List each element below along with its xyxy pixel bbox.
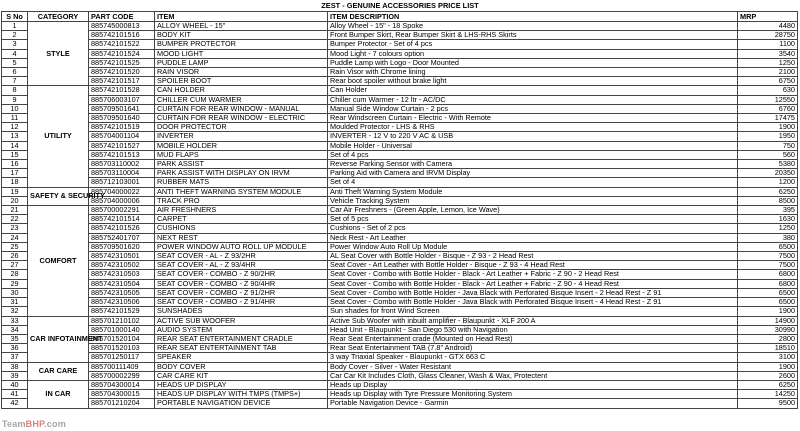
sno-cell: 15 [2,150,28,159]
item-description-cell: Head Unit - Blaupunkt - San Diego 530 with Navigation [328,325,738,334]
mrp-cell: 30990 [738,325,798,334]
part-code-cell: 885742101514 [89,215,155,224]
item-description-cell: Manual Side Window Curtain - 2 pcs [328,104,738,113]
sno-cell: 21 [2,206,28,215]
part-code-cell: 885742101527 [89,141,155,150]
mrp-cell: 12550 [738,95,798,104]
mrp-cell: 6760 [738,104,798,113]
item-cell: REAR SEAT ENTERTAINMENT CRADLE [155,334,328,343]
item-description-cell: Heads up Display [328,380,738,389]
part-code-cell: 885709501620 [89,242,155,251]
part-code-cell: 885742310504 [89,279,155,288]
part-code-cell: 885745000813 [89,22,155,31]
part-code-cell: 885742310502 [89,261,155,270]
sno-cell: 41 [2,390,28,399]
part-code-cell: 885742310506 [89,298,155,307]
item-description-cell: Cushions - Set of 2 pcs [328,224,738,233]
item-description-cell: Chiller cum Warmer - 12 ltr - AC/DC [328,95,738,104]
item-cell: CAR CARE KIT [155,371,328,380]
sno-cell: 29 [2,279,28,288]
item-description-cell: Can Holder [328,86,738,95]
mrp-cell: 3540 [738,49,798,58]
part-code-cell: 885704001104 [89,132,155,141]
sno-cell: 16 [2,160,28,169]
item-cell: CAN HOLDER [155,86,328,95]
mrp-cell: 1250 [738,58,798,67]
item-cell: INVERTER [155,132,328,141]
sno-cell: 11 [2,114,28,123]
table-row [2,399,798,408]
mrp-cell: 6250 [738,187,798,196]
sno-cell: 6 [2,68,28,77]
part-code-cell: 885704000006 [89,196,155,205]
item-cell: MOOD LIGHT [155,49,328,58]
part-code-cell: 885700111409 [89,362,155,371]
item-description-cell: Set of 4 pcs [328,150,738,159]
sno-cell: 33 [2,316,28,325]
part-code-cell: 885701210102 [89,316,155,325]
part-code-cell: 885704000022 [89,187,155,196]
item-cell: REAR SEAT ENTERTAINMENT TAB [155,344,328,353]
item-cell: SEAT COVER - COMBO - Z 91/2HR [155,288,328,297]
part-code-cell: 885742310505 [89,288,155,297]
category-cell: UTILITY [28,86,89,187]
mrp-cell: 6500 [738,242,798,251]
mrp-cell: 17475 [738,114,798,123]
part-code-cell: 885742310503 [89,270,155,279]
mrp-cell: 380 [738,233,798,242]
mrp-cell: 1100 [738,40,798,49]
mrp-cell: 2100 [738,68,798,77]
mrp-cell: 1900 [738,123,798,132]
sno-cell: 32 [2,307,28,316]
part-code-cell: 885742101526 [89,224,155,233]
item-description-cell: Mobile Holder - Universal [328,141,738,150]
part-code-cell: 885703110002 [89,160,155,169]
table-row [2,362,798,371]
mrp-cell: 6500 [738,298,798,307]
sno-cell: 13 [2,132,28,141]
sno-cell: 31 [2,298,28,307]
mrp-cell: 1630 [738,215,798,224]
item-cell: SEAT COVER - COMBO - Z 90/2HR [155,270,328,279]
item-cell: POWER WINDOW AUTO ROLL UP MODULE [155,242,328,251]
part-code-cell: 885742101524 [89,49,155,58]
sno-cell: 14 [2,141,28,150]
item-cell: CURTAIN FOR REAR WINDOW - ELECTRIC [155,114,328,123]
item-cell: HEADS UP DISPLAY [155,380,328,389]
mrp-cell: 9500 [738,399,798,408]
sno-cell: 7 [2,77,28,86]
part-code-cell: 885742310501 [89,252,155,261]
item-description-cell: Front Bumper Skirt, Rear Bumper Skirt & LHS-RHS Skirts [328,31,738,40]
category-cell: STYLE [28,22,89,86]
col-header-item: ITEM [155,12,328,22]
mrp-cell: 6500 [738,288,798,297]
table-row [2,316,798,325]
category-cell: CAR CARE [28,362,89,380]
mrp-cell: 2600 [738,371,798,380]
col-header-item-description: ITEM DESCRIPTION [328,12,738,22]
part-code-cell: 885752401707 [89,233,155,242]
item-description-cell: Reverse Parking Sensor with Camera [328,160,738,169]
mrp-cell: 14900 [738,316,798,325]
category-cell: COMFORT [28,206,89,316]
mrp-cell: 7500 [738,252,798,261]
item-description-cell: Seat Cover - Combo with Bottle Holder - Black - Art Leather + Fabric - Z 90 - 4 Head Rest [328,279,738,288]
table-row [2,132,798,141]
item-cell: CHILLER CUM WARMER [155,95,328,104]
category-cell: SAFETY & SECURITY [28,187,89,205]
item-description-cell: INVERTER - 12 V to 220 V AC & USB [328,132,738,141]
item-description-cell: Rear Windscreen Curtain - Electric - With Remote [328,114,738,123]
sno-cell: 10 [2,104,28,113]
mrp-cell: 395 [738,206,798,215]
item-cell: SUNSHADES [155,307,328,316]
sno-cell: 12 [2,123,28,132]
item-description-cell: Moulded Protector - LHS & RHS [328,123,738,132]
sno-cell: 28 [2,270,28,279]
item-description-cell: Anti Theft Warning System Module [328,187,738,196]
table-header-row [2,12,798,22]
sno-cell: 26 [2,252,28,261]
item-description-cell: Portable Navigation Device - Garmin [328,399,738,408]
table-row [2,40,798,49]
sno-cell: 3 [2,40,28,49]
item-description-cell: Seat Cover - Combo with Bottle Holder - Java Black with Perforated Bisque Insert - 4 Head Rest - Z 91 [328,298,738,307]
item-cell: BUMPER PROTECTOR [155,40,328,49]
mrp-cell: 1900 [738,362,798,371]
item-description-cell: Car Car Kit Includes Cloth, Glass Cleaner, Wash & Wax, Protectent [328,371,738,380]
sno-cell: 5 [2,58,28,67]
item-cell: RUBBER MATS [155,178,328,187]
item-description-cell: Parking Aid with Camera and IRVM Display [328,169,738,178]
sno-cell: 34 [2,325,28,334]
item-cell: PORTABLE NAVIGATION DEVICE [155,399,328,408]
sno-cell: 20 [2,196,28,205]
table-row [2,187,798,196]
mrp-cell: 3100 [738,353,798,362]
sno-cell: 18 [2,178,28,187]
part-code-cell: 885742101529 [89,307,155,316]
item-cell: CUSHIONS [155,224,328,233]
mrp-cell: 5380 [738,160,798,169]
sno-cell: 17 [2,169,28,178]
sno-cell: 35 [2,334,28,343]
mrp-cell: 1250 [738,224,798,233]
price-table [1,11,798,409]
item-cell: RAIN VISOR [155,68,328,77]
item-cell: AIR FRESHNERS [155,206,328,215]
part-code-cell: 885704300014 [89,380,155,389]
part-code-cell: 885701000140 [89,325,155,334]
part-code-cell: 885712103001 [89,178,155,187]
table-row [2,95,798,104]
sno-cell: 22 [2,215,28,224]
sno-cell: 37 [2,353,28,362]
sno-cell: 36 [2,344,28,353]
item-cell: SPOILER BOOT [155,77,328,86]
sno-cell: 1 [2,22,28,31]
item-cell: ALLOY WHEEL - 15" [155,22,328,31]
item-description-cell: Puddle Lamp with Logo - Door Mounted [328,58,738,67]
item-description-cell: Active Sub Woofer with inbuilt amplifier - Blaupunkt - XLF 200 A [328,316,738,325]
item-description-cell: 3 way Triaxial Speaker - Blaupunkt - GTX 663 C [328,353,738,362]
part-code-cell: 885709501640 [89,114,155,123]
part-code-cell: 885700002291 [89,206,155,215]
item-cell: PARK ASSIST [155,160,328,169]
item-description-cell: Seat Cover - Combo with Bottle Holder - Black - Art Leather + Fabric - Z 90 - 2 Head Rest [328,270,738,279]
item-cell: BODY COVER [155,362,328,371]
mrp-cell: 6800 [738,279,798,288]
col-header-mrp: MRP [738,12,798,22]
item-description-cell: Rear Seat Entertainment TAB (7.8" Android) [328,344,738,353]
sno-cell: 39 [2,371,28,380]
sno-cell: 9 [2,95,28,104]
table-row [2,279,798,288]
table-row [2,49,798,58]
price-list-title: ZEST - GENUINE ACCESSORIES PRICE LIST [321,1,479,10]
col-header-part-code: PART CODE [89,12,155,22]
item-cell: CURTAIN FOR REAR WINDOW - MANUAL [155,104,328,113]
table-row [2,178,798,187]
item-cell: SEAT COVER - AL - Z 93/4HR [155,261,328,270]
part-code-cell: 885701210204 [89,399,155,408]
sno-cell: 25 [2,242,28,251]
item-description-cell: Rain Visor with Chrome lining [328,68,738,77]
sno-cell: 27 [2,261,28,270]
item-cell: ACTIVE SUB WOOFER [155,316,328,325]
item-cell: CARPET [155,215,328,224]
sno-cell: 42 [2,399,28,408]
item-cell: SEAT COVER - COMBO - Z 91/4HR [155,298,328,307]
item-description-cell: Bumper Protector - Set of 4 pcs [328,40,738,49]
mrp-cell: 1200 [738,178,798,187]
price-table-body [2,22,798,409]
item-cell: SPEAKER [155,353,328,362]
sno-cell: 4 [2,49,28,58]
item-cell: NEXT REST [155,233,328,242]
item-description-cell: Alloy Wheel - 15" - 18 Spoke [328,22,738,31]
mrp-cell: 2800 [738,334,798,343]
part-code-cell: 885701250117 [89,353,155,362]
table-row [2,224,798,233]
sno-cell: 19 [2,187,28,196]
item-cell: PARK ASSIST WITH DISPLAY ON IRVM [155,169,328,178]
sno-cell: 40 [2,380,28,389]
item-description-cell: Mood Light - 7 colours option [328,49,738,58]
part-code-cell: 885742101520 [89,68,155,77]
mrp-cell: 6800 [738,270,798,279]
category-cell: IN CAR [28,380,89,408]
item-description-cell: Set of 5 pcs [328,215,738,224]
mrp-cell: 1950 [738,132,798,141]
mrp-cell: 6750 [738,77,798,86]
item-description-cell: Body Cover - Silver - Water Resistant [328,362,738,371]
mrp-cell: 18510 [738,344,798,353]
part-code-cell: 885742101517 [89,77,155,86]
item-cell: HEADS UP DISPLAY WITH TMPS (TMPS+) [155,390,328,399]
item-description-cell: Seat Cover - Art Leather with Bottle Holder - Bisque - Z 93 - 4 Head Rest [328,261,738,270]
table-row [2,233,798,242]
item-cell: BODY KIT [155,31,328,40]
item-cell: SEAT COVER - AL - Z 93/2HR [155,252,328,261]
table-row [2,86,798,95]
item-description-cell: Seat Cover - Combo with Bottle Holder - Java Black with Perforated Bisque Insert - 2 Head Rest - Z 91 [328,288,738,297]
part-code-cell: 885709501641 [89,104,155,113]
item-description-cell: Rear Seat Entertainment crade (Mounted on Head Rest) [328,334,738,343]
item-cell: DOOR PROTECTOR [155,123,328,132]
sno-cell: 38 [2,362,28,371]
part-code-cell: 885742101525 [89,58,155,67]
part-code-cell: 885700002299 [89,371,155,380]
mrp-cell: 6250 [738,380,798,389]
item-cell: TRACK PRO [155,196,328,205]
part-code-cell: 885742101513 [89,150,155,159]
mrp-cell: 20350 [738,169,798,178]
category-cell: CAR INFOTAINMENT [28,316,89,362]
sno-cell: 23 [2,224,28,233]
part-code-cell: 885704300015 [89,390,155,399]
table-row [2,353,798,362]
item-cell: MOBILE HOLDER [155,141,328,150]
mrp-cell: 4480 [738,22,798,31]
col-header-category: CATEGORY [28,12,89,22]
table-row [2,141,798,150]
part-code-cell: 885742101519 [89,123,155,132]
item-description-cell: Car Air Freshners - (Green Apple, Lemon, Ice Wave) [328,206,738,215]
mrp-cell: 560 [738,150,798,159]
mrp-cell: 28750 [738,31,798,40]
sno-cell: 2 [2,31,28,40]
sno-cell: 24 [2,233,28,242]
table-row [2,307,798,316]
mrp-cell: 1900 [738,307,798,316]
item-cell: ANTI THEFT WARNING SYSTEM MODULE [155,187,328,196]
item-cell: SEAT COVER - COMBO - Z 90/4HR [155,279,328,288]
item-description-cell: Neck Rest - Art Leather [328,233,738,242]
mrp-cell: 630 [738,86,798,95]
item-cell: AUDIO SYSTEM [155,325,328,334]
part-code-cell: 885701520104 [89,334,155,343]
part-code-cell: 885742101522 [89,40,155,49]
item-cell: PUDDLE LAMP [155,58,328,67]
part-code-cell: 885742101516 [89,31,155,40]
item-cell: MUD FLAPS [155,150,328,159]
item-description-cell: Sun shades for front Wind Screen [328,307,738,316]
sno-cell: 30 [2,288,28,297]
mrp-cell: 8500 [738,196,798,205]
part-code-cell: 885742101528 [89,86,155,95]
item-description-cell: Power Window Auto Roll Up Module [328,242,738,251]
item-description-cell: AL Seat Cover with Bottle Holder - Bisque - Z 93 - 2 Head Rest [328,252,738,261]
col-header-sno: S No [2,12,28,22]
mrp-cell: 7500 [738,261,798,270]
table-row [2,270,798,279]
item-description-cell: Heads up Display with Tyre Pressure Monitoring System [328,390,738,399]
part-code-cell: 885701520103 [89,344,155,353]
mrp-cell: 750 [738,141,798,150]
mrp-cell: 14250 [738,390,798,399]
item-description-cell: Rear boot spoiler without brake light [328,77,738,86]
item-description-cell: Vehicle Tracking System [328,196,738,205]
part-code-cell: 885706003107 [89,95,155,104]
sno-cell: 8 [2,86,28,95]
teambhp-watermark: TeamBHP.com [2,419,66,429]
item-description-cell: Set of 4 [328,178,738,187]
part-code-cell: 885703110004 [89,169,155,178]
